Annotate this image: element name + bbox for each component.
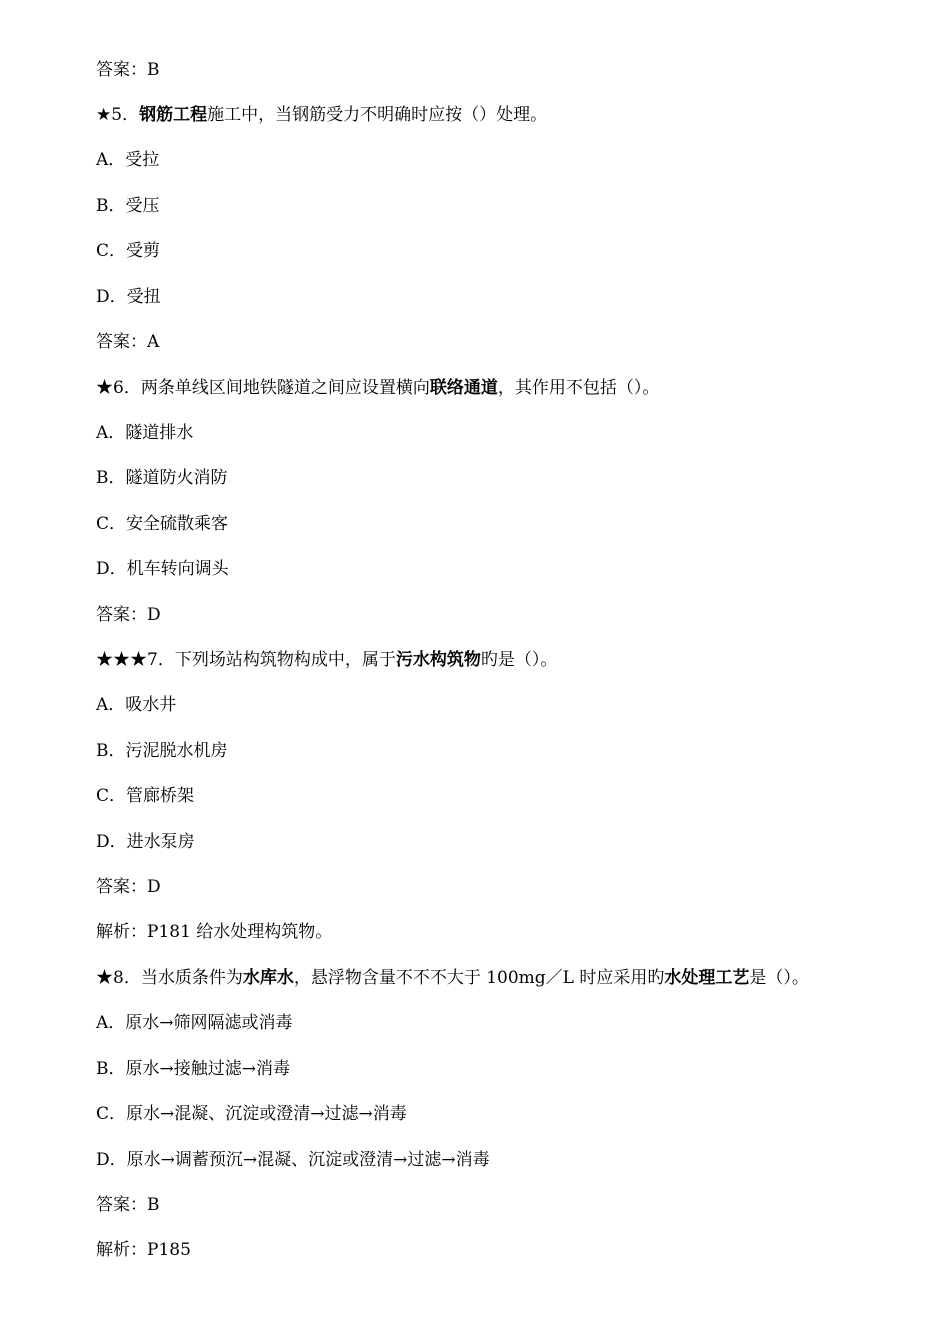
keyword-bold-2: 水处理工艺 <box>664 968 750 988</box>
question-number: 5． <box>111 105 140 125</box>
analysis-q7: 解析：P181 给水处理构筑物。 <box>96 922 333 942</box>
question-text: 当水质条件为 <box>140 968 243 988</box>
question-text: 施工中，当钢筋受力不明确时应按（）处理。 <box>207 105 548 125</box>
option-d: D．原水→调蓄预沉→混凝、沉淀或澄清→过滤→消毒 <box>96 1150 490 1170</box>
question-text: 下列场站构筑物构成中，属于 <box>174 650 396 670</box>
option-d: D．机车转向调头 <box>96 559 229 579</box>
option-a: A．隧道排水 <box>96 423 194 443</box>
keyword-bold: 污水构筑物 <box>395 650 481 670</box>
question-5 <box>96 105 547 125</box>
option-b: B．隧道防火消防 <box>96 468 228 488</box>
question-text-end: 是（）。 <box>749 968 809 988</box>
keyword-bold: 钢筋工程 <box>139 105 208 125</box>
option-c: C．安全硫散乘客 <box>96 514 229 534</box>
question-number: 7． <box>147 650 175 670</box>
option-d: D．进水泵房 <box>96 832 195 852</box>
option-a: A．原水→筛网隔滤或消毒 <box>96 1013 293 1033</box>
keyword-bold: 水库水 <box>242 968 294 988</box>
star-rating: ★ <box>96 105 112 125</box>
question-text-end: 旳是（）。 <box>480 650 558 670</box>
answer-q5: 答案：A <box>96 332 160 352</box>
analysis-q8: 解析：P185 <box>96 1240 191 1260</box>
star-rating: ★ <box>96 968 113 988</box>
question-text: 两条单线区间地铁隧道之间应设置横向 <box>140 378 430 398</box>
option-b: B．污泥脱水机房 <box>96 741 228 761</box>
keyword-bold: 联络通道 <box>429 378 498 398</box>
star-rating: ★★★ <box>96 650 147 670</box>
option-c: C．管廊桥架 <box>96 786 195 806</box>
answer-q8: 答案：B <box>96 1195 160 1215</box>
question-text-end: ，其作用不包括（）。 <box>497 378 660 398</box>
question-8 <box>96 968 809 988</box>
option-d: D．受扭 <box>96 287 161 307</box>
option-a: A．吸水井 <box>96 695 177 715</box>
question-6 <box>96 378 659 398</box>
option-b: B．原水→接触过滤→消毒 <box>96 1059 290 1079</box>
answer-q6: 答案：D <box>96 605 161 625</box>
question-number: 8． <box>113 968 141 988</box>
option-b: B．受压 <box>96 196 160 216</box>
question-7 <box>96 650 557 670</box>
question-text-mid: ，悬浮物含量不不不大于 100mg／L 时应采用旳 <box>293 968 665 988</box>
question-number: 6． <box>113 378 141 398</box>
answer-q7: 答案：D <box>96 877 161 897</box>
option-a: A．受拉 <box>96 150 160 170</box>
answer-q4: 答案：B <box>96 60 160 80</box>
option-c: C．受剪 <box>96 241 161 261</box>
option-c: C．原水→混凝、沉淀或澄清→过滤→消毒 <box>96 1104 407 1124</box>
star-rating: ★ <box>96 378 113 398</box>
